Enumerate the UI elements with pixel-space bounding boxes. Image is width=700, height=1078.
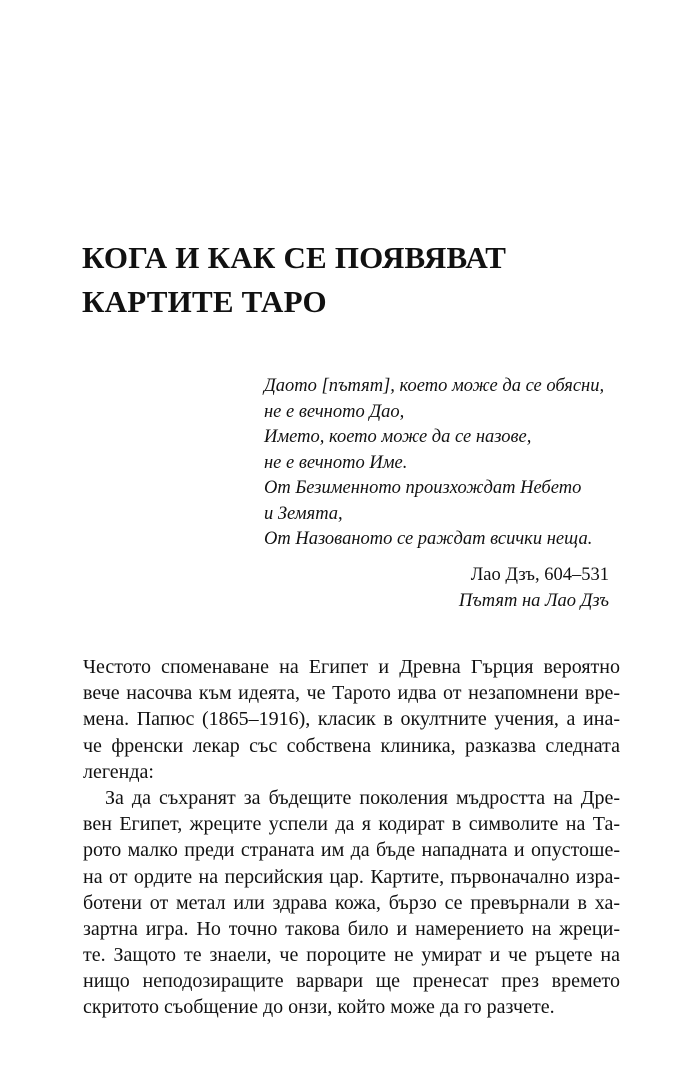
epigraph-attribution — [459, 563, 609, 614]
epigraph — [264, 374, 624, 553]
paragraph-2-line: рото малко преди страната им да бъде нападната и опустоше- — [83, 839, 620, 862]
paragraph-2-line: нищо неподозиращите варвари ще пренесат през времето — [83, 970, 620, 993]
epigraph-line: Името, което може да се назове, — [264, 427, 532, 447]
paragraph-2-line: ботени от метал или здрава кожа, бързо се превърнали в ха- — [83, 891, 620, 914]
paragraph-1-line: Честото споменаване на Египет и Древна Гърция вероятно — [83, 656, 620, 678]
paragraph-2-line: скритото съобщение до онзи, който може да го разчете. — [83, 996, 555, 1019]
chapter-title — [82, 236, 602, 324]
attribution-work: Пътят на Лао Дзъ — [458, 590, 609, 611]
paragraph-2-line: зартна игра. Но точно такова било и намерението на жреци- — [83, 917, 620, 940]
epigraph-line: и Земята, — [264, 503, 343, 524]
epigraph-line: От Безименното произхождат Небето — [264, 478, 582, 498]
paragraph-1-line: че френски лекар със собствена клиника, разказва следната — [83, 734, 620, 757]
epigraph-line: не е вечното Дао, — [264, 401, 405, 422]
epigraph-line: От Назованото се раждат всички неща. — [264, 529, 593, 549]
epigraph-line: не е вечното Име. — [264, 452, 408, 473]
attribution-author: Лао Дзъ, 604–531 — [470, 565, 609, 585]
body-text — [83, 654, 620, 1021]
paragraph-1-line: легенда: — [83, 760, 154, 783]
paragraph-1-line: мена. Папюс (1865–1916), класик в окултните учения, а ина- — [83, 708, 620, 731]
paragraph-2-line: вен Египет, жреците успели да я кодират в символите на Та- — [83, 813, 620, 836]
paragraph-1-line: вече насочва към идеята, че Тарото идва от незапомнени вре- — [83, 682, 620, 705]
epigraph-line: Даото [пътят], което може да се обясни, — [264, 376, 605, 396]
paragraph-2-line: те. Защото те знаели, че пороците не умират и че ръцете на — [83, 944, 620, 967]
chapter-title-line-2: КАРТИТЕ ТАРО — [82, 284, 327, 319]
chapter-title-line-1: КОГА И КАК СЕ ПОЯВЯВАТ — [82, 240, 507, 275]
paragraph-2-line: на от ордите на персийския цар. Картите, първоначално изра- — [83, 865, 620, 888]
paragraph-2-line: За да съхранят за бъдещите поколения мъдростта на Дре- — [105, 786, 620, 809]
